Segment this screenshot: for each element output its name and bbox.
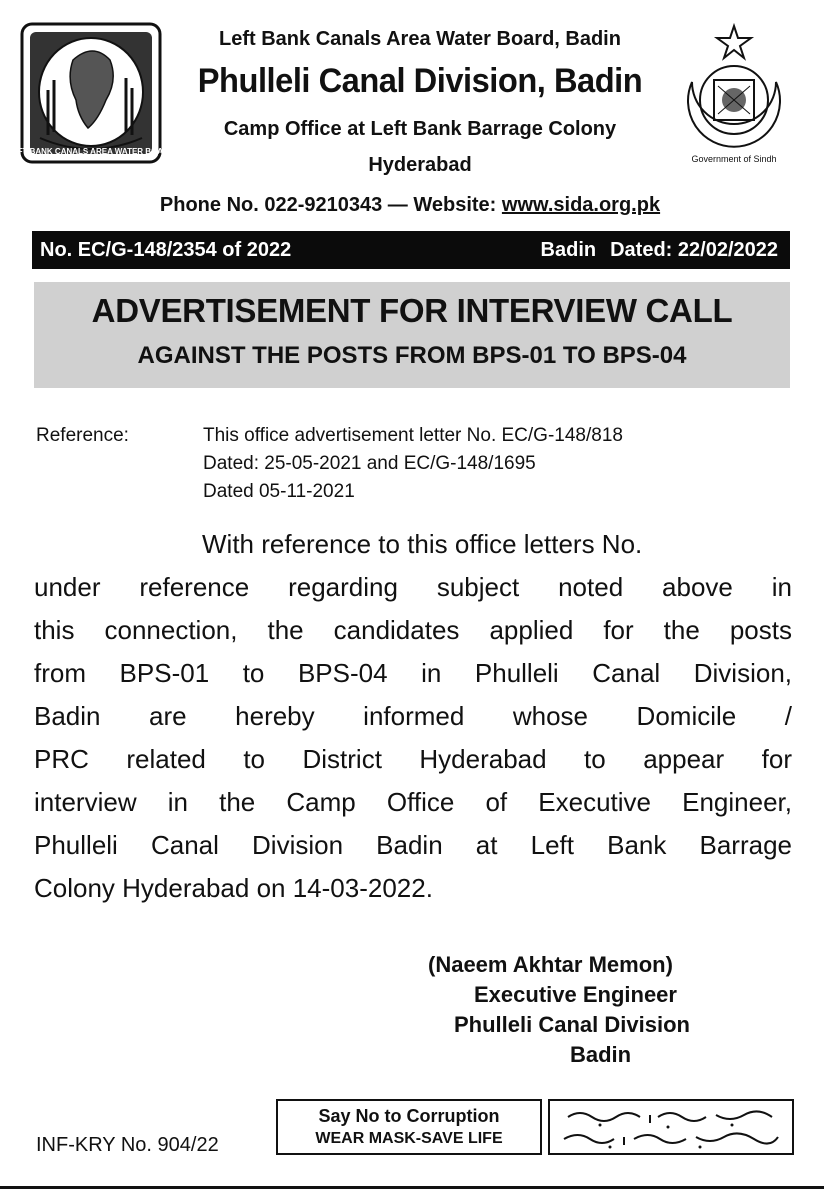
body-line: With reference to this office letters No. <box>202 529 643 559</box>
anti-corruption-box <box>276 1099 542 1155</box>
svg-text:LEFT BANK CANALS AREA WATER BO: LEFT BANK CANALS AREA WATER BOARD <box>7 147 175 156</box>
corruption-line-2: WEAR MASK-SAVE LIFE <box>315 1130 503 1147</box>
letter-number: No. EC/G-148/2354 of 2022 <box>40 239 292 261</box>
reference-line: Dated: 25-05-2021 and EC/G-148/1695 <box>203 453 536 474</box>
contact-line <box>90 194 730 217</box>
city: Hyderabad <box>368 154 472 176</box>
division-name: Phulleli Canal Division, Badin <box>197 62 643 100</box>
body-line: this connection, the candidates applied for the posts <box>34 615 792 645</box>
reference-number-bar <box>32 231 790 269</box>
signatory-designation: Executive Engineer <box>474 982 677 1007</box>
place: Badin <box>540 239 597 261</box>
title-line-2: AGAINST THE POSTS FROM BPS-01 TO BPS-04 <box>137 342 687 369</box>
reference-label: Reference: <box>36 425 129 446</box>
body-line: PRC related to District Hyderabad to appear for <box>34 744 792 774</box>
urdu-slogan-box <box>548 1099 794 1155</box>
reference-line: Dated 05-11-2021 <box>203 481 355 502</box>
place-date <box>541 239 778 262</box>
signatory-place: Badin <box>570 1042 632 1067</box>
advertisement-title <box>34 282 790 388</box>
body-line: Colony Hyderabad on 14-03-2022. <box>34 873 433 903</box>
body-line: under reference regarding subject noted above in <box>34 572 792 602</box>
body-line: Badin are hereby informed whose Domicile / <box>34 701 792 731</box>
camp-office: Camp Office at Left Bank Barrage Colony <box>223 118 617 140</box>
title-line-1: ADVERTISEMENT FOR INTERVIEW CALL <box>91 292 733 329</box>
board-name: Left Bank Canals Area Water Board, Badin <box>219 28 621 50</box>
bottom-rule <box>0 1186 824 1189</box>
sindh-government-emblem <box>672 22 796 172</box>
signatory-name: (Naeem Akhtar Memon) <box>428 952 673 977</box>
body-line: interview in the Camp Office of Executive Engineer, <box>34 787 792 817</box>
body-paragraph <box>34 523 792 910</box>
corruption-line-1: Say No to Corruption <box>318 1106 500 1126</box>
reference-line: This office advertisement letter No. EC/G-148/818 <box>203 425 623 446</box>
body-line: from BPS-01 to BPS-04 in Phulleli Canal Division, <box>34 658 792 688</box>
signatory-division: Phulleli Canal Division <box>454 1012 690 1037</box>
body-line: Phulleli Canal Division Badin at Left Bank Barrage <box>34 830 792 860</box>
website-link[interactable]: www.sida.org.pk <box>501 194 661 216</box>
phone-label: Phone No. 022-9210343 — Website: <box>159 194 497 216</box>
svg-text:Government of Sindh: Government of Sindh <box>691 154 777 164</box>
date: Dated: 22/02/2022 <box>610 239 778 261</box>
water-board-logo <box>7 20 175 166</box>
inf-number: INF-KRY No. 904/22 <box>36 1134 219 1156</box>
